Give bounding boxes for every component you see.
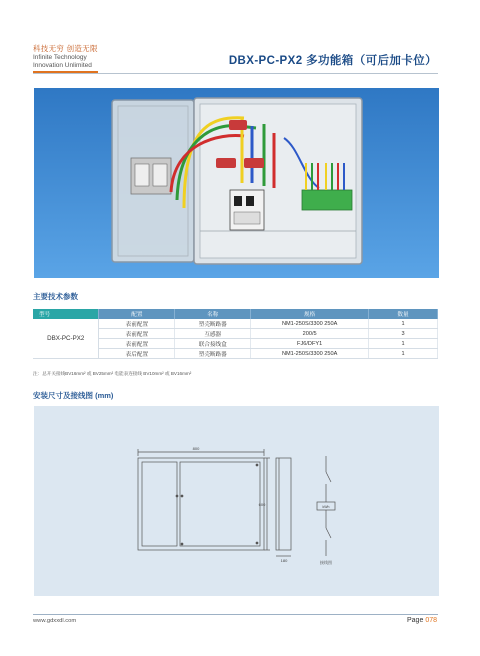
spec-cell: 200/5	[251, 329, 369, 339]
model-cell: DBX-PC-PX2	[33, 319, 99, 359]
qty-cell: 1	[369, 339, 438, 349]
header-config: 配置	[99, 309, 175, 319]
header-name: 名称	[175, 309, 251, 319]
header-qty: 数量	[369, 309, 438, 319]
config-cell: 表前配置	[99, 319, 175, 329]
product-photo	[34, 88, 439, 278]
header-spec: 规格	[251, 309, 369, 319]
footer-url: www.gdxxdl.com	[33, 618, 77, 624]
page-label: Page	[407, 617, 424, 624]
name-cell: 联合接线盒	[175, 339, 251, 349]
spec-cell: NM1-250S/3300 250A	[251, 349, 369, 359]
spec-cell: FJ6/DFY1	[251, 339, 369, 349]
brand-slogan-en-line1: Infinite Technology	[33, 54, 87, 61]
width-dimension: 800	[192, 446, 200, 451]
qty-cell: 3	[369, 329, 438, 339]
qty-cell: 1	[369, 319, 438, 329]
header-model: 型号	[33, 309, 99, 319]
footer-divider	[33, 614, 438, 615]
page-number	[407, 617, 437, 624]
front-view	[138, 449, 264, 550]
brand-slogan-en-line2: Innovation Unlimited	[33, 62, 92, 69]
header-divider	[33, 73, 438, 74]
section-title-specs: 主要技术参数	[33, 292, 78, 301]
config-cell: 表后配置	[99, 349, 175, 359]
meter-label: kWh	[322, 505, 330, 509]
table-header-row	[33, 309, 438, 319]
name-cell: 塑壳断路器	[175, 319, 251, 329]
wiring-caption: 接线图	[320, 560, 332, 565]
section-title-drawing: 安装尺寸及接线图 (mm)	[33, 391, 114, 400]
table-row	[33, 319, 438, 329]
name-cell: 塑壳断路器	[175, 349, 251, 359]
side-view	[264, 458, 291, 556]
page-number-value: 078	[425, 617, 437, 624]
depth-dimension: 180	[280, 558, 288, 563]
height-dimension: 600	[258, 502, 266, 507]
page-title: DBX-PC-PX2 多功能箱（可后加卡位）	[228, 55, 437, 67]
qty-cell: 1	[369, 349, 438, 359]
spec-table	[33, 309, 438, 359]
wiring-note: 注：总开关接线BV16mm² 或 BV25mm² 电能表连接线 BV10mm² 或 BV16mm²	[33, 371, 192, 376]
spec-cell: NM1-250S/3300 250A	[251, 319, 369, 329]
installation-drawing	[34, 406, 439, 596]
config-cell: 表前配置	[99, 329, 175, 339]
brand-slogan-cn: 科技无穷 创造无限	[33, 44, 98, 53]
config-cell: 表前配置	[99, 339, 175, 349]
name-cell: 互感器	[175, 329, 251, 339]
